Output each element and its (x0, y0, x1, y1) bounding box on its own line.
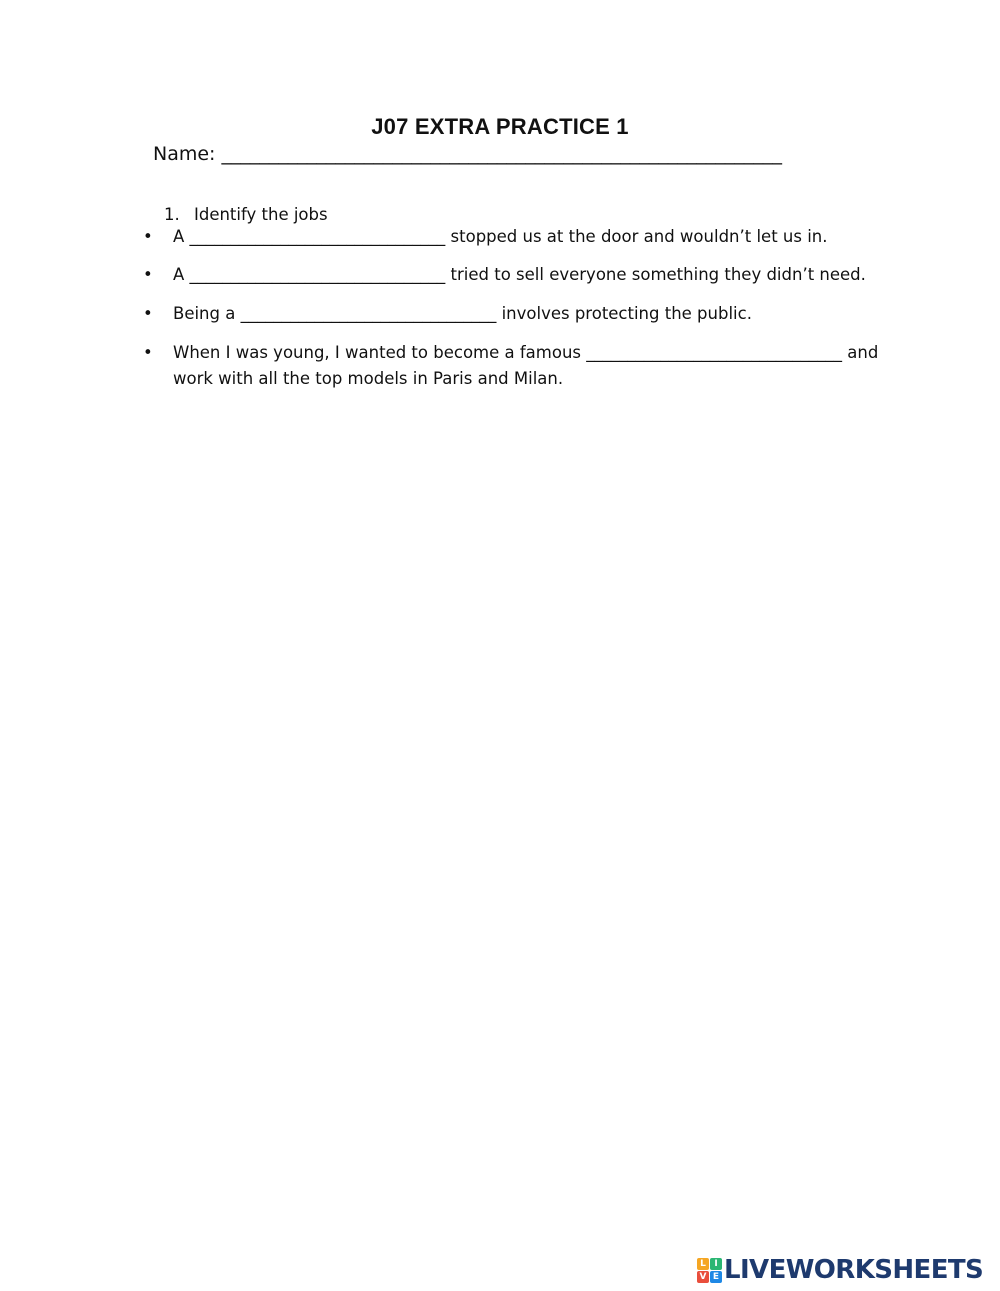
name-label: Name: (153, 143, 222, 165)
bullet-icon: • (143, 265, 153, 284)
logo-letter-i: I (710, 1258, 722, 1270)
sentence-text[interactable]: When I was young, I wanted to become a famous _______________________________ and work with all the top models in Paris and Milan. (173, 343, 884, 388)
question-text: Identify the jobs (193, 205, 328, 224)
logo-text: LIVEWORKSHEETS (724, 1255, 984, 1285)
logo-icon (697, 1258, 722, 1283)
sentence-text[interactable]: Being a _______________________________ involves protecting the public. (173, 304, 752, 323)
bullet-icon: • (143, 227, 153, 246)
logo-letter-e: E (710, 1271, 722, 1283)
list-item (143, 262, 903, 288)
bullet-icon: • (143, 343, 153, 362)
list-item (143, 340, 903, 392)
name-field-line (153, 143, 782, 165)
name-blank[interactable]: ___________________________________________________________ (221, 143, 782, 165)
sentence-text[interactable]: A _______________________________ tried to sell everyone something they didn’t need. (173, 265, 866, 284)
logo-letter-l: L (697, 1258, 709, 1270)
worksheet-title: J07 EXTRA PRACTICE 1 (371, 114, 629, 139)
question-number: 1. (163, 205, 180, 224)
list-item (143, 224, 903, 250)
bullet-icon: • (143, 304, 153, 323)
liveworksheets-logo (697, 1255, 983, 1285)
sentence-text[interactable]: A _______________________________ stopped us at the door and wouldn’t let us in. (173, 227, 828, 246)
list-item (143, 301, 903, 327)
logo-letter-v: V (697, 1271, 709, 1283)
